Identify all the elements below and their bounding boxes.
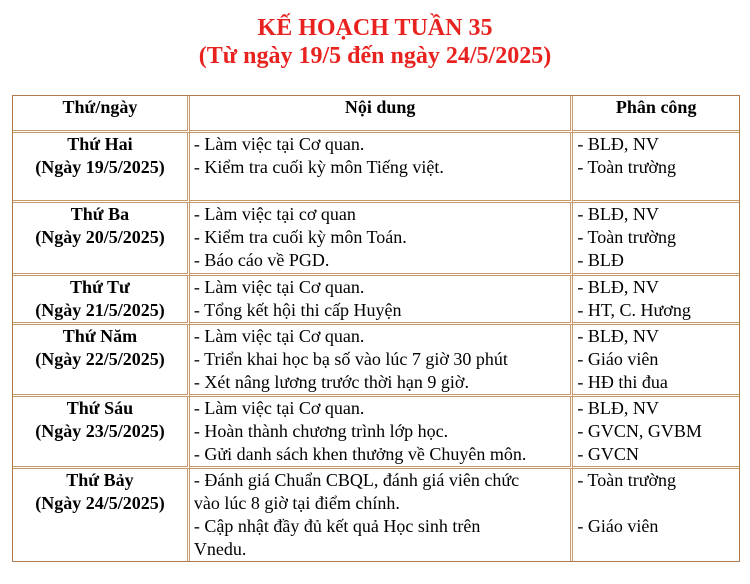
content-line: - Cập nhật đầy đủ kết quả Học sinh trên xyxy=(193,516,481,536)
assign-line: - BLĐ, NV xyxy=(577,326,659,346)
assign-line xyxy=(577,538,735,561)
assign-line: - BLĐ, NV xyxy=(577,398,659,418)
assign-cell xyxy=(573,203,739,276)
assign-line xyxy=(577,492,735,515)
content-cell xyxy=(190,133,573,203)
assign-cell xyxy=(573,276,739,325)
day-cell xyxy=(13,276,190,325)
day-name: Thứ Năm xyxy=(62,326,138,346)
page-title: KẾ HOẠCH TUẦN 35 xyxy=(257,15,493,41)
day-name: Thứ Tư xyxy=(70,277,130,297)
content-line: - Đánh giá Chuẩn CBQL, đánh giá viên chức xyxy=(193,470,520,490)
assign-cell xyxy=(573,325,739,397)
day-name: Thứ Hai xyxy=(67,134,133,154)
header-assign: Phân công xyxy=(573,96,739,133)
content-line: - Làm việc tại Cơ quan. xyxy=(193,134,365,154)
content-line: vào lúc 8 giờ tại điểm chính. xyxy=(193,493,400,513)
content-line: Vnedu. xyxy=(193,539,247,559)
assign-line: - Giáo viên xyxy=(577,349,659,369)
assign-cell xyxy=(573,397,739,469)
day-date: (Ngày 22/5/2025) xyxy=(35,349,165,369)
table-row xyxy=(13,469,739,561)
day-date: (Ngày 24/5/2025) xyxy=(35,493,165,513)
table-body xyxy=(13,133,739,561)
content-line: - Triển khai học bạ số vào lúc 7 giờ 30 phút xyxy=(193,349,508,369)
day-name: Thứ Ba xyxy=(70,204,130,224)
content-line: - Làm việc tại Cơ quan. xyxy=(193,326,365,346)
day-cell xyxy=(13,133,190,203)
day-cell xyxy=(13,397,190,469)
content-line: - Hoàn thành chương trình lớp học. xyxy=(193,421,449,441)
day-date: (Ngày 23/5/2025) xyxy=(35,421,165,441)
day-date: (Ngày 19/5/2025) xyxy=(35,157,165,177)
table-row xyxy=(13,325,739,397)
assign-line: - Toàn trường xyxy=(577,157,677,177)
content-line: - Báo cáo về PGD. xyxy=(193,250,330,270)
assign-line: - HT, C. Hương xyxy=(577,300,691,320)
assign-line: - GVCN, GVBM xyxy=(577,421,702,441)
assign-line: - Toàn trường xyxy=(577,227,677,247)
assign-line: - HĐ thi đua xyxy=(577,372,668,392)
assign-line: - BLĐ, NV xyxy=(577,204,659,224)
content-cell xyxy=(190,469,573,561)
assign-line: - GVCN xyxy=(577,444,639,464)
assign-line: - Giáo viên xyxy=(577,516,659,536)
content-line: - Kiểm tra cuối kỳ môn Tiếng việt. xyxy=(193,157,444,177)
content-line: - Xét nâng lương trước thời hạn 9 giờ. xyxy=(193,372,469,392)
content-cell xyxy=(190,397,573,469)
day-date: (Ngày 21/5/2025) xyxy=(35,300,165,320)
assign-cell xyxy=(573,469,739,561)
table-row xyxy=(13,397,739,469)
content-line: - Làm việc tại Cơ quan. xyxy=(193,398,365,418)
content-line: - Làm việc tại cơ quan xyxy=(193,204,356,224)
weekly-plan-table xyxy=(12,95,740,562)
assign-line: - BLĐ, NV xyxy=(577,134,659,154)
header-day: Thứ/ngày xyxy=(13,96,190,133)
content-line: - Kiểm tra cuối kỳ môn Toán. xyxy=(193,227,407,247)
content-cell xyxy=(190,276,573,325)
assign-line: - Toàn trường xyxy=(577,470,677,490)
table-row xyxy=(13,276,739,325)
table-row xyxy=(13,203,739,276)
content-line: - Gửi danh sách khen thưởng về Chuyên môn. xyxy=(193,444,527,464)
header-content: Nội dung xyxy=(190,96,573,133)
table-header-row xyxy=(13,96,739,133)
assign-line: - BLĐ xyxy=(577,250,624,270)
assign-line: - BLĐ, NV xyxy=(577,277,659,297)
table-row xyxy=(13,133,739,203)
content-line: - Tổng kết hội thi cấp Huyện xyxy=(193,300,402,320)
content-line: - Làm việc tại Cơ quan. xyxy=(193,277,365,297)
day-cell xyxy=(13,469,190,561)
day-cell xyxy=(13,325,190,397)
assign-cell xyxy=(573,133,739,203)
day-name: Thứ Bảy xyxy=(66,470,134,490)
day-name: Thứ Sáu xyxy=(66,398,134,418)
day-cell xyxy=(13,203,190,276)
content-cell xyxy=(190,325,573,397)
day-date: (Ngày 20/5/2025) xyxy=(35,227,165,247)
page-subtitle: (Từ ngày 19/5 đến ngày 24/5/2025) xyxy=(198,43,552,69)
content-cell xyxy=(190,203,573,276)
